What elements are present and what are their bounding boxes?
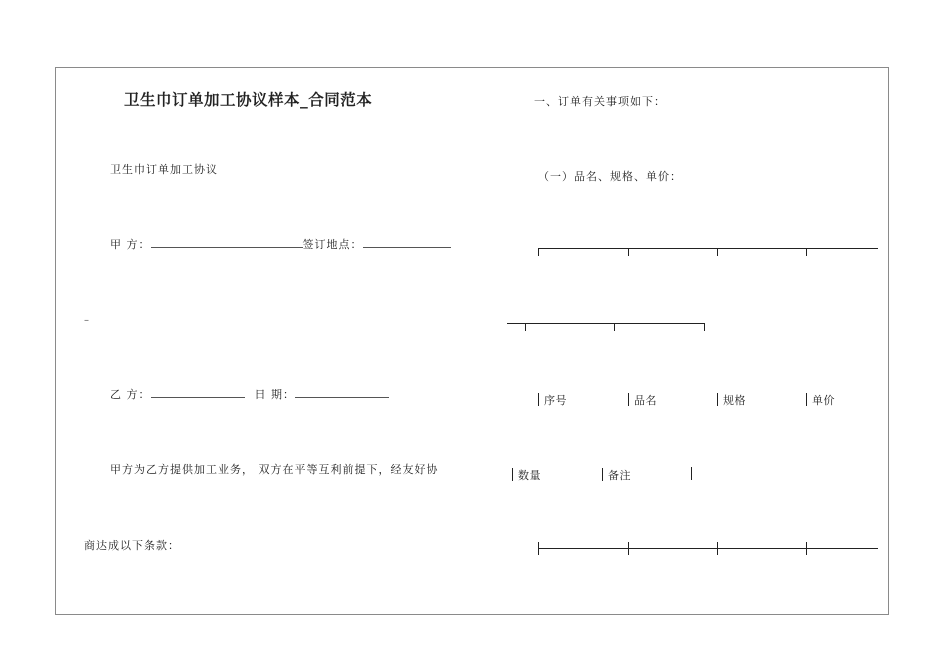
document-title: 卫生巾订单加工协议样本_合同范本 [124, 91, 373, 109]
table-tick [717, 248, 718, 256]
table-header-cell: 数量 [512, 467, 541, 483]
sign-place-blank [363, 237, 451, 248]
table-top-border [538, 248, 878, 249]
table-bottom-border [538, 548, 878, 549]
table-tick [806, 248, 807, 256]
table-tick [538, 542, 539, 555]
table-header-cell: 单价 [806, 392, 835, 408]
table-header-cell: 序号 [538, 392, 567, 408]
intro-line-1: 甲方为乙方提供加工业务， 双方在平等互利前提下，经友好协 [110, 463, 439, 476]
document-subtitle: 卫生巾订单加工协议 [110, 163, 218, 176]
table-header-cell: 品名 [628, 392, 657, 408]
table-cell-divider [691, 467, 692, 480]
party-a-blank [151, 237, 303, 248]
intro-line-2: 商达成以下条款： [84, 539, 180, 552]
table-tick [538, 248, 539, 256]
table-tick [806, 542, 807, 555]
date-label: 日 期： [254, 388, 295, 401]
party-a-row [110, 236, 451, 252]
date-blank [295, 387, 389, 398]
table-header-cell: 备注 [602, 467, 631, 483]
party-a-label: 甲 方： [110, 238, 151, 251]
party-b-blank [151, 387, 245, 398]
table-tick [717, 542, 718, 555]
subsection-heading: （一）品名、规格、单价： [538, 170, 682, 183]
stray-mark: – [84, 315, 90, 326]
section-heading: 一、订单有关事项如下： [534, 95, 666, 108]
table-tick [525, 323, 526, 331]
table-tick [704, 323, 705, 331]
sign-place-label: 签订地点： [302, 238, 363, 251]
table-tick [628, 542, 629, 555]
table-mid-border [507, 323, 705, 324]
party-b-label: 乙 方： [110, 388, 151, 401]
table-header-cell: 规格 [717, 392, 746, 408]
party-b-row [110, 386, 389, 402]
document-page [55, 67, 889, 615]
table-tick [614, 323, 615, 331]
table-tick [628, 248, 629, 256]
